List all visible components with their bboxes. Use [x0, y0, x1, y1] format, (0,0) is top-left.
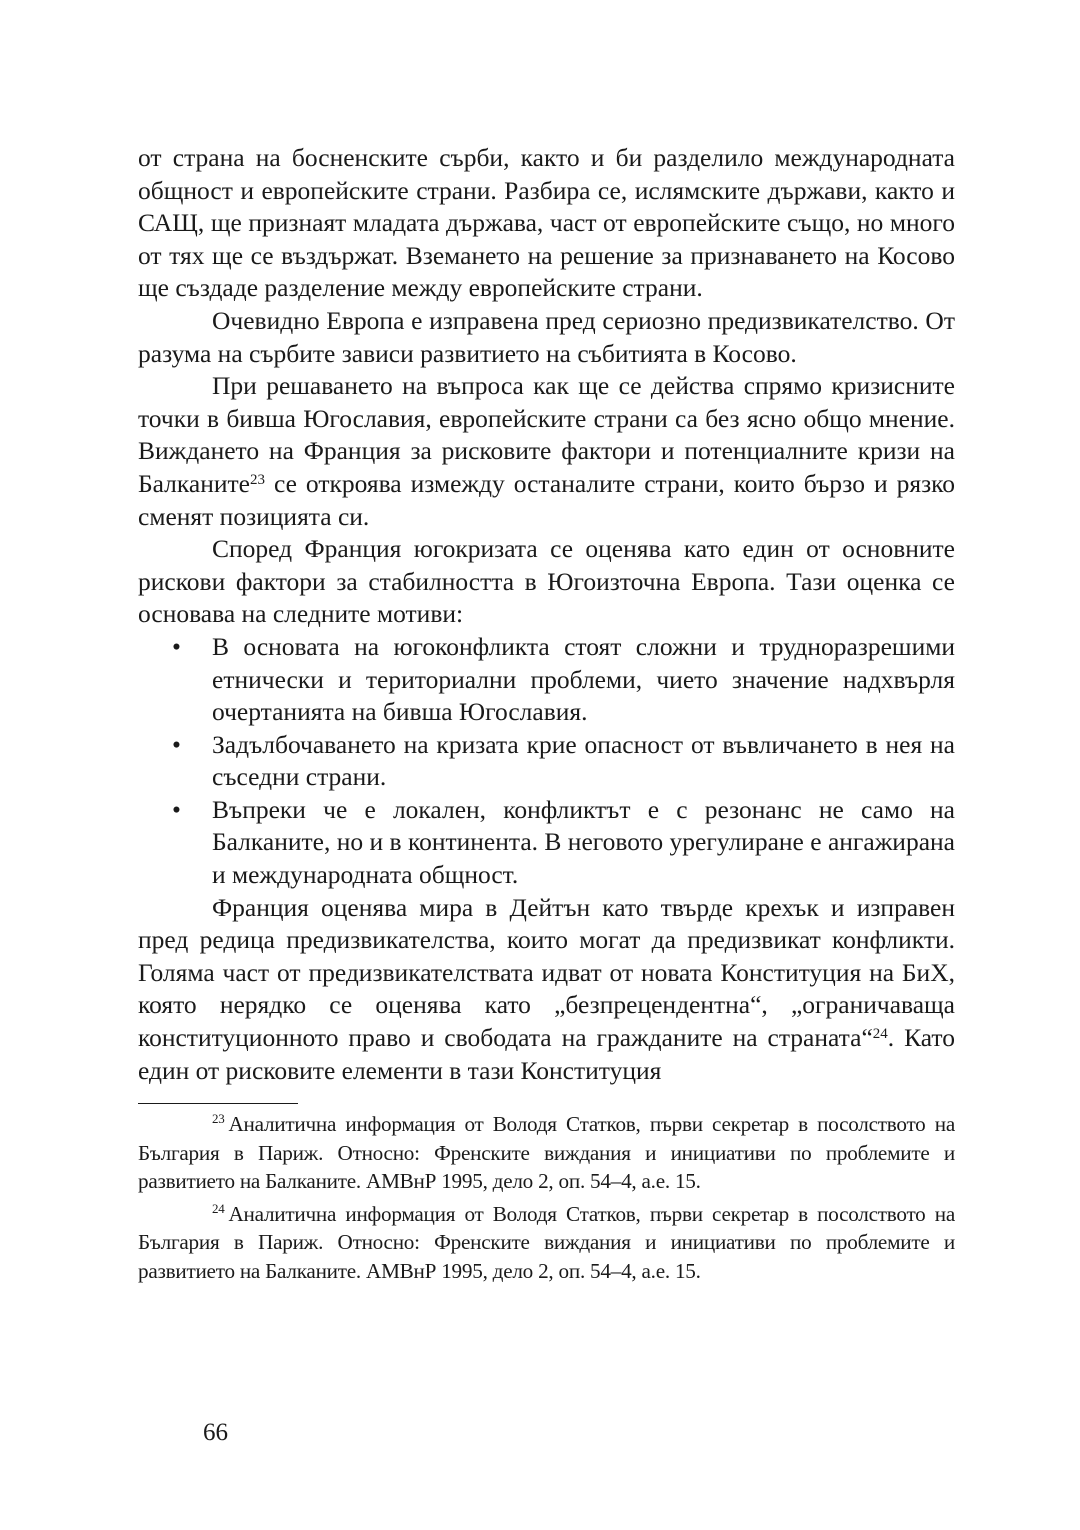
paragraph-1: от страна на босненските сърби, както и би разделило международната общност и европейските страни. Разбира се, ислямските държави, както и САЩ, ще признаят младата държава, част от европейските също, но много от тях ще се въздържат. Вземането на решение за признаването на Косово ще създаде разделение между европейските страни.	[138, 143, 955, 303]
footnote-text: Аналитична информация от Володя Статков, първи секретар в посолството на България в Париж. Относно: Френските виждания и инициативи по проблемите и развитието на Балканите. АМВнР 1995, дело 2, оп. 54–4, а.е. 15.	[138, 1112, 955, 1193]
footnote-divider	[138, 1103, 298, 1104]
paragraph-3-text-cont: се откроява измежду останалите страни, които бързо и рязко сменят позицията си.	[138, 468, 955, 531]
footnote-text: Аналитична информация от Володя Статков, първи секретар в посолството на България в Париж. Относно: Френските виждания и инициативи по проблемите и развитието на Балканите. АМВнР 1995, дело 2, оп. 54–4, а.е. 15.	[138, 1202, 955, 1283]
footnote-ref-24[interactable]: 24	[872, 1025, 888, 1042]
footnote-23	[138, 1110, 955, 1195]
paragraph-5-text-cont: . Като един от рисковите елементи в тази Конституция	[138, 1023, 955, 1085]
footnotes	[138, 1110, 955, 1285]
footnote-24	[138, 1200, 955, 1285]
list-item-text: Задълбочаването на кризата крие опасност от въвличането в нея на съседни страни.	[212, 729, 955, 792]
list-item-text: В основата на югоконфликта стоят сложни и трудноразрешими етнически и териториални проблеми, чието значение надхвърля очертанията на бивша Югославия.	[212, 631, 955, 727]
motives-list	[138, 631, 955, 892]
paragraph-2: Очевидно Европа е изправена пред сериозно предизвикателство. От разума на сърбите зависи развитието на събитията в Косово.	[138, 305, 955, 368]
paragraph-5	[138, 892, 955, 1088]
paragraph-5-text: Франция оценява мира в Дейтън като твърде крехък и изправен пред редица предизвикателства, които могат да предизвикат конфликти. Голяма част от предизвикателствата идват от новата Конституция на БиХ, която нерядко се оценява като „безпрецендентна“, „ограничаваща конституционното право и свободата на гражданите на страната“	[138, 892, 955, 1053]
bullet-icon: •	[172, 794, 181, 824]
list-item	[138, 794, 955, 892]
list-item	[138, 631, 955, 729]
list-item-text: Въпреки че е локален, конфликтът е с резонанс не само на Балканите, но и в континента. В неговото урегулиране е ангажирана и международната общност.	[212, 794, 955, 890]
footnote-number: 23	[212, 1111, 225, 1127]
bullet-icon: •	[172, 729, 181, 759]
page-number: 66	[203, 1419, 228, 1446]
paragraph-4: Според Франция югокризата се оценява като един от основните рискови фактори за стабилността в Югоизточна Европа. Тази оценка се основава на следните мотиви:	[138, 534, 955, 629]
footnote-ref-23[interactable]: 23	[250, 471, 265, 488]
footnote-number: 24	[212, 1201, 225, 1217]
paragraph-3	[138, 370, 955, 533]
paragraph-3-text: При решаването на въпроса как ще се действа спрямо кризисните точки в бивша Югославия, европейските страни са без ясно общо мнение. Виждането на Франция за рисковите фактори и потенциалните кризи на Балканите	[138, 371, 955, 498]
bullet-icon: •	[172, 631, 181, 661]
page-body	[138, 142, 955, 1290]
list-item	[138, 729, 955, 794]
main-text	[138, 142, 955, 1087]
